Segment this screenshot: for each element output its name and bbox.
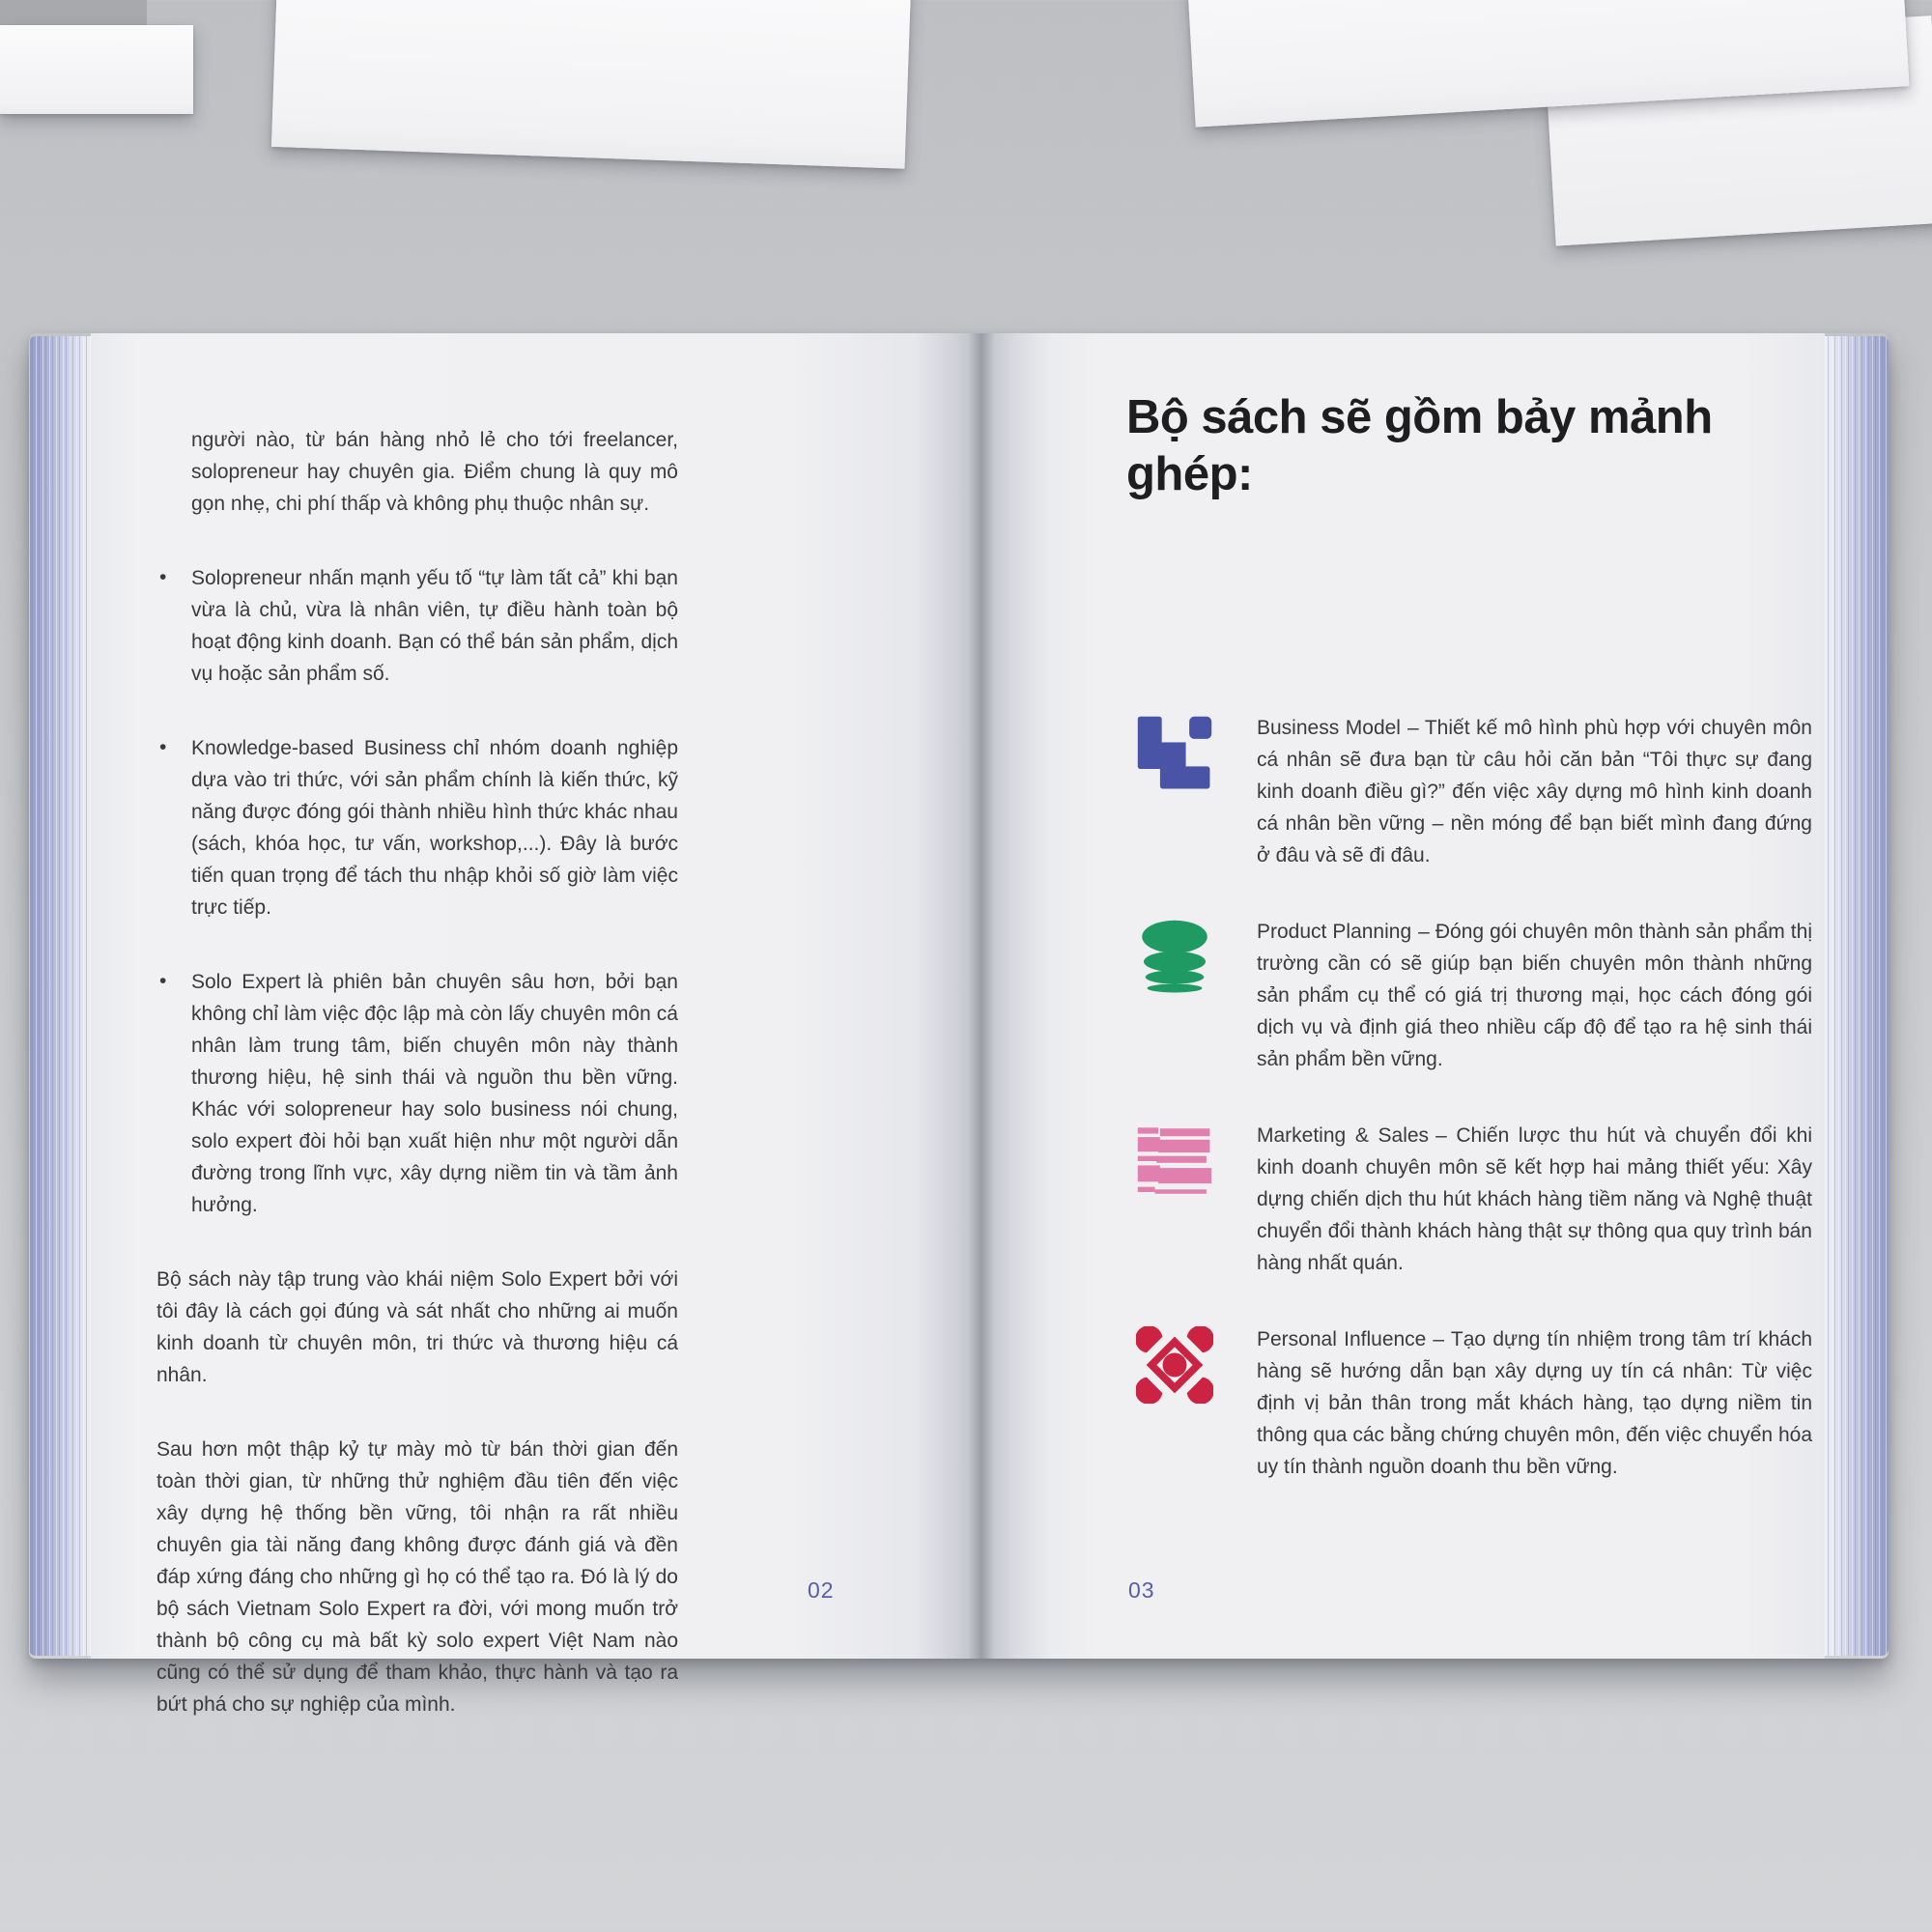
bullet-icon: • — [159, 566, 167, 588]
list-item-business-model — [1136, 712, 1817, 871]
item-text: Business Model – Thiết kế mô hình phù hợp với chuyên môn cá nhân sẽ đưa bạn từ câu hỏi căn bản “Tôi thực sự đang kinh doanh điều gì?” đến việc xây dựng mô hình kinh doanh cá nhân bền vững – nền móng để bạn biết mình đang đứng ở đâu và sẽ đi đâu. — [1257, 717, 1812, 867]
page-edges-right — [1825, 336, 1889, 1656]
list-item-marketing-sales — [1136, 1120, 1817, 1279]
page-left — [91, 333, 981, 1716]
list-item — [156, 966, 678, 1221]
item-text: Marketing & Sales – Chiến lược thu hút và chuyển đổi khi kinh doanh chuyên môn sẽ kết hợp hai mảng thiết yếu: Xây dựng chiến dịch thu hút khách hàng tiềm năng và Nghệ thuật chuyển đổi thành khách hàng thật sự thông qua quy trình bán hàng nhất quán. — [1257, 1124, 1812, 1274]
pixel-blocks-icon — [1136, 715, 1213, 792]
bullet-icon: • — [159, 970, 167, 992]
story-paragraph: Sau hơn một thập kỷ tự mày mò từ bán thời gian đến toàn thời gian, từ những thử nghiệm đầu tiên đến việc xây dựng hệ thống bền vững, tôi nhận ra rất nhiều chuyên gia tài năng đang không được đánh giá và đền đáp xứng đáng cho những gì họ có thể tạo ra. Đó là lý do bộ sách Vietnam Solo Expert ra đời, với mong muốn trở thành bộ công cụ mà bất kỳ solo expert Việt Nam nào cũng có thể sử dụng để tham khảo, thực hành và tạo ra bứt phá cho sự nghiệp của mình. — [156, 1438, 678, 1716]
page-number: 02 — [808, 1577, 835, 1603]
list-item-product-planning — [1136, 916, 1817, 1075]
page-title: Bộ sách sẽ gồm bảy mảnh ghép: — [1126, 391, 1713, 500]
page-right — [981, 333, 1825, 1659]
bar-lines-icon — [1136, 1122, 1213, 1200]
bullet-text: Solo Expert là phiên bản chuyên sâu hơn, bởi bạn không chỉ làm việc độc lập mà còn lấy chuyên môn cá nhân làm trung tâm, biến chuyên môn này thành thương hiệu, hệ sinh thái và nguồn thu bền vững. Khác với solopreneur hay solo business nói chung, solo expert đòi hỏi bạn xuất hiện như một người dẫn đường trong lĩnh vực, xây dựng niềm tin và tầm ảnh hưởng. — [191, 971, 678, 1216]
page-number: 03 — [1128, 1577, 1155, 1603]
stacked-discs-icon — [1136, 919, 1213, 996]
left-text-column — [156, 424, 678, 1720]
item-text: Product Planning – Đóng gói chuyên môn thành sản phẩm thị trường cần có sẽ giúp bạn biến chuyên môn thành những sản phẩm cụ thể có giá trị thương mại, học cách đóng gói dịch vụ và định giá theo nhiều cấp độ để tạo ra hệ sinh thái sản phẩm bền vững. — [1257, 921, 1812, 1070]
page-edges-left — [29, 336, 93, 1656]
list-item-personal-influence — [1136, 1323, 1817, 1483]
continuation-paragraph: người nào, từ bán hàng nhỏ lẻ cho tới freelancer, solopreneur hay chuyên gia. Điểm chung là quy mô gọn nhẹ, chi phí thấp và không phụ thuộc nhân sự. — [191, 429, 678, 515]
paper-sheet-top-center — [271, 0, 912, 169]
list-item — [156, 562, 678, 690]
paper-sheet-top-left — [0, 25, 193, 114]
petal-flower-icon — [1136, 1326, 1213, 1404]
bullet-icon: • — [159, 736, 167, 758]
bullet-text: Solopreneur nhấn mạnh yếu tố “tự làm tất cả” khi bạn vừa là chủ, vừa là nhân viên, tự điều hành toàn bộ hoạt động kinh doanh. Bạn có thể bán sản phẩm, dịch vụ hoặc sản phẩm số. — [191, 567, 678, 685]
paper-sheet-gray — [0, 0, 147, 25]
item-text: Personal Influence – Tạo dựng tín nhiệm trong tâm trí khách hàng sẽ hướng dẫn bạn xây dựng uy tín cá nhân: Từ việc định vị bản thân trong mắt khách hàng, tạo dựng niềm tin thông qua các bằng chứng chuyên môn, đến việc chuyển hóa uy tín thành nguồn doanh thu bền vững. — [1257, 1328, 1812, 1478]
open-book — [29, 333, 1889, 1716]
list-item — [156, 732, 678, 923]
focus-paragraph: Bộ sách này tập trung vào khái niệm Solo Expert bởi với tôi đây là cách gọi đúng và sát nhất cho những ai muốn kinh doanh từ chuyên môn, tri thức và thương hiệu cá nhân. — [156, 1268, 678, 1386]
puzzle-items-list — [1136, 712, 1817, 1527]
bullet-text: Knowledge-based Business chỉ nhóm doanh nghiệp dựa vào tri thức, với sản phẩm chính là kiến thức, kỹ năng được đóng gói thành nhiều hình thức khác nhau (sách, khóa học, tư vấn, workshop,...). Đây là bước tiến quan trọng để tách thu nhập khỏi số giờ làm việc trực tiếp. — [191, 737, 678, 919]
